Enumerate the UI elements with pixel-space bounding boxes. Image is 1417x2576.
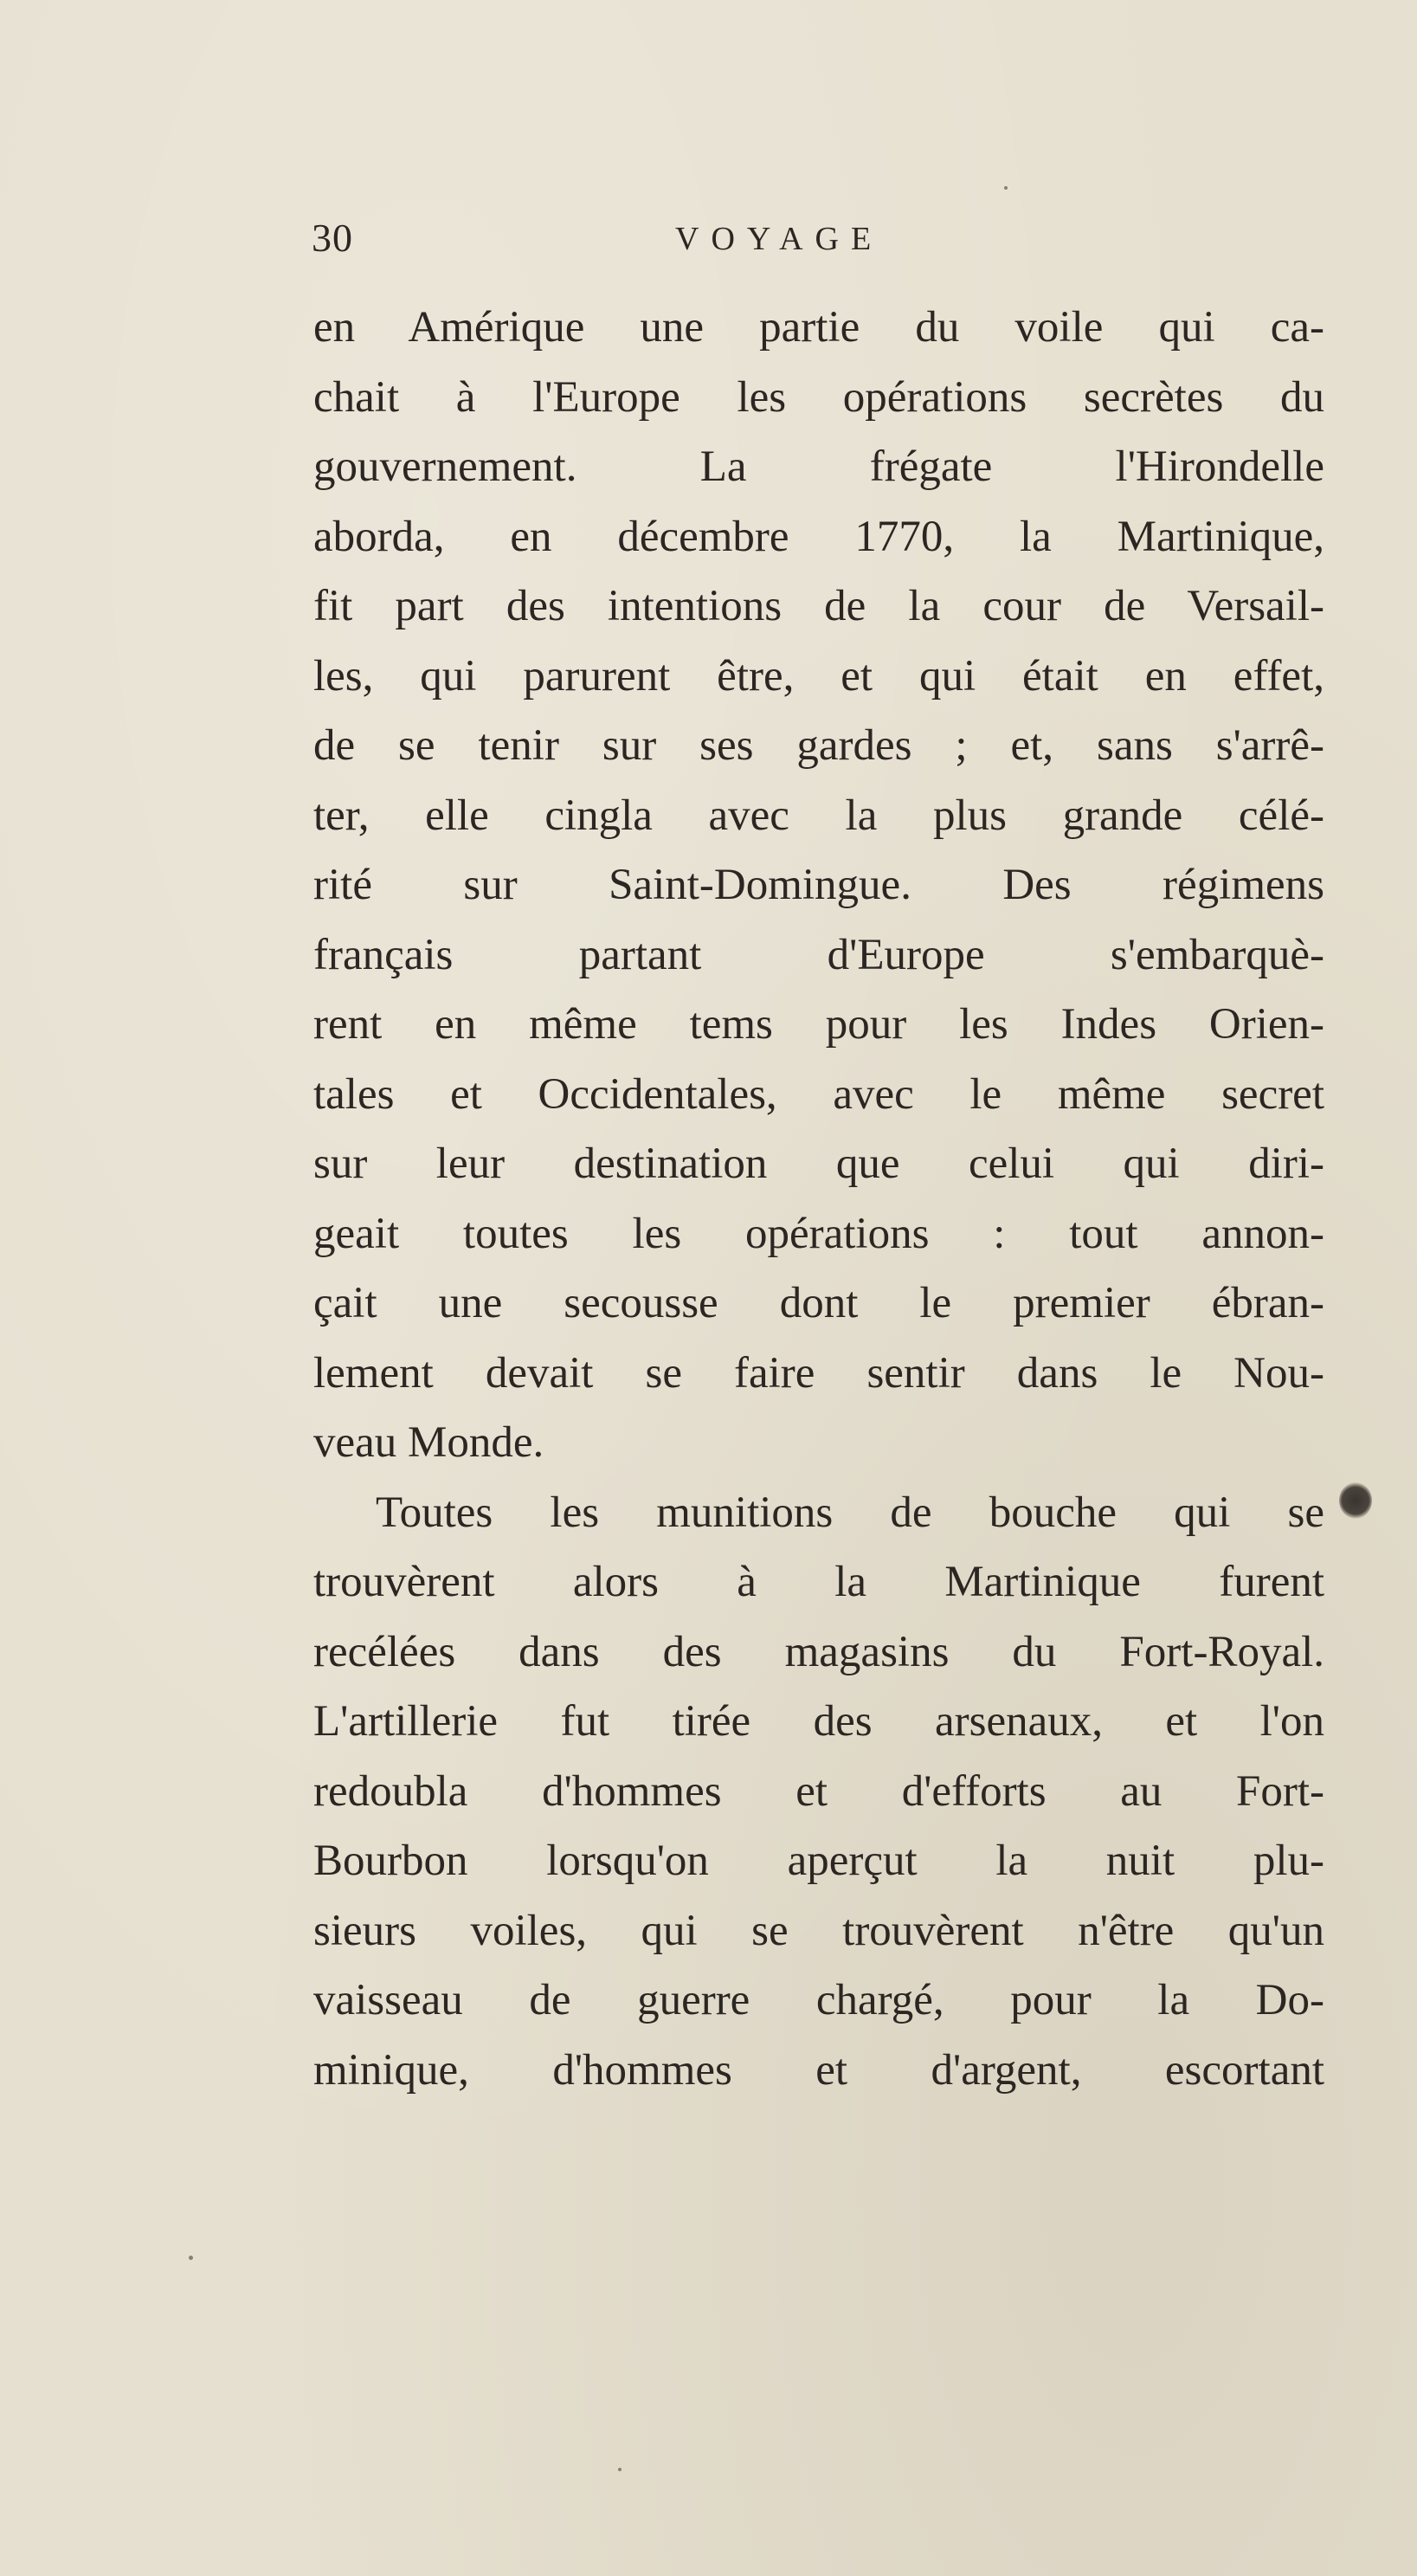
ink-stain [1339, 1482, 1372, 1519]
text-line: aborda, en décembre 1770, la Martinique, [313, 512, 1324, 561]
text-line: recélées dans des magasins du Fort-Royal. [313, 1627, 1324, 1676]
text-line: en Amérique une partie du voile qui ca- [313, 303, 1324, 352]
text-line: les, qui parurent être, et qui était en effet, [313, 651, 1324, 700]
paper-speck [1004, 186, 1008, 190]
text-line: trouvèrent alors à la Martinique furent [313, 1558, 1324, 1606]
paper-speck [189, 2256, 193, 2260]
text-line: gouvernement. La frégate l'Hirondelle [313, 442, 1324, 491]
text-line: L'artillerie fut tirée des arsenaux, et l'on [313, 1697, 1324, 1746]
text-line: rité sur Saint-Domingue. Des régimens [313, 861, 1324, 909]
text-line: de se tenir sur ses gardes ; et, sans s'arrê- [313, 721, 1324, 770]
text-line: chait à l'Europe les opérations secrètes du [313, 372, 1324, 422]
text-line: fit part des intentions de la cour de Versail- [313, 582, 1324, 630]
text-line: geait toutes les opérations : tout annon- [313, 1209, 1324, 1258]
text-line: tales et Occidentales, avec le même secret [313, 1069, 1324, 1119]
running-title: VOYAGE [675, 221, 884, 257]
text-line: redoubla d'hommes et d'efforts au Fort- [313, 1766, 1324, 1816]
text-line: minique, d'hommes et d'argent, escortant [313, 2045, 1324, 2095]
text-line: sieurs voiles, qui se trouvèrent n'être qu'un [313, 1906, 1324, 1955]
text-line: lement devait se faire sentir dans le Nou- [313, 1348, 1324, 1398]
text-line: sur leur destination que celui qui diri- [313, 1140, 1324, 1188]
body-text [313, 293, 1324, 2105]
page-header [312, 215, 1324, 267]
text-line: çait une secousse dont le premier ébran- [313, 1279, 1324, 1327]
paper-speck [618, 2468, 622, 2471]
page-number: 30 [312, 216, 353, 260]
paragraph-start-line: Toutes les munitions de bouche qui se [376, 1488, 1324, 1537]
text-line: ter, elle cingla avec la plus grande célé- [313, 791, 1324, 840]
text-line: vaisseau de guerre chargé, pour la Do- [313, 1976, 1324, 2024]
text-line: français partant d'Europe s'embarquè- [313, 930, 1324, 979]
text-line: Bourbon lorsqu'on aperçut la nuit plu- [313, 1837, 1324, 1885]
paragraph-end-line: veau Monde. [313, 1418, 544, 1467]
text-line: rent en même tems pour les Indes Orien- [313, 1000, 1324, 1049]
